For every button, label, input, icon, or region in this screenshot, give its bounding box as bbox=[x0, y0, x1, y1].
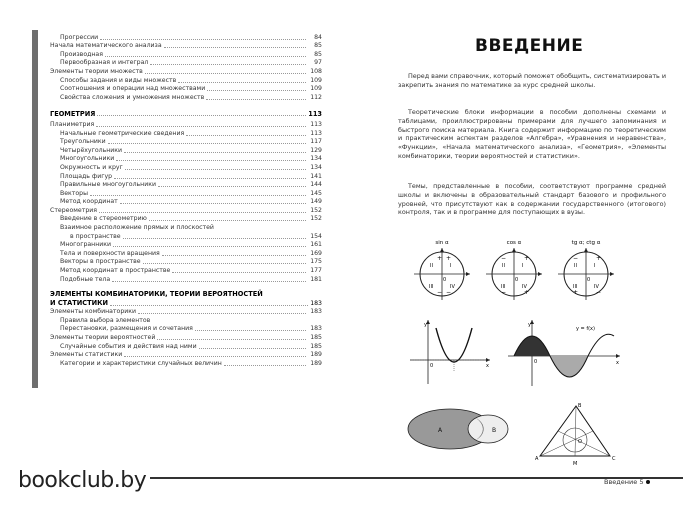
toc-row-page: 108 bbox=[310, 67, 322, 75]
toc-row-title: Введение в стереометрию bbox=[60, 215, 147, 223]
q-label: I bbox=[594, 263, 596, 269]
q-label: III bbox=[501, 284, 506, 290]
toc-leader-dots bbox=[207, 89, 306, 91]
toc-leader-dots bbox=[125, 168, 306, 170]
toc-row-page: 109 bbox=[310, 76, 322, 84]
toc-row-page: 152 bbox=[310, 206, 322, 214]
circle-label-sin: sin α bbox=[435, 240, 449, 246]
toc-row-page: 154 bbox=[310, 232, 322, 240]
origin-label: 0 bbox=[430, 363, 434, 369]
toc-row-page: 113 bbox=[310, 129, 322, 137]
toc-row-title: Окружность и круг bbox=[60, 163, 123, 171]
toc-row-page: 85 bbox=[314, 50, 322, 58]
origin-label: 0 bbox=[534, 359, 538, 365]
svg-text:+: + bbox=[573, 289, 579, 296]
toc-row-title: Взаимное расположение прямых и плоскостей bbox=[60, 224, 214, 232]
illustrations bbox=[380, 236, 700, 468]
intro-paragraph-1: Перед вами справочник, который поможет обобщить, систематизировать и закрепить знания по математике за курс средней школы. bbox=[398, 72, 666, 89]
toc-row-page: 183 bbox=[310, 299, 322, 307]
footer-page-info bbox=[604, 478, 650, 486]
toc-row-page: 134 bbox=[310, 163, 322, 171]
triangle-label: M bbox=[573, 461, 578, 467]
toc-row[interactable] bbox=[50, 241, 322, 250]
toc-row-title: Четырёхугольники bbox=[60, 146, 123, 154]
toc-row-title: Векторы в пространстве bbox=[60, 258, 141, 266]
toc-leader-dots bbox=[178, 81, 306, 83]
toc-leader-dots bbox=[124, 355, 306, 357]
toc-row[interactable] bbox=[50, 146, 322, 155]
unit-circle-sin bbox=[414, 240, 470, 300]
toc-row[interactable] bbox=[50, 120, 322, 129]
triangle-label: A bbox=[535, 456, 539, 462]
toc-row-page: 175 bbox=[310, 258, 322, 266]
axis-label-y: y bbox=[528, 322, 531, 328]
toc-row-page: 117 bbox=[310, 138, 322, 146]
toc-row-page: 169 bbox=[310, 249, 322, 257]
svg-text:+: + bbox=[524, 289, 530, 296]
toc-leader-dots bbox=[158, 185, 306, 187]
origin-label: 0 bbox=[443, 277, 447, 283]
toc-row[interactable] bbox=[50, 325, 322, 334]
toc-row-page: 183 bbox=[310, 308, 322, 316]
circle-label-cos: cos α bbox=[506, 240, 522, 246]
toc-row-page: 145 bbox=[310, 189, 322, 197]
toc-row-page: 189 bbox=[310, 351, 322, 359]
toc-row-page: 144 bbox=[310, 181, 322, 189]
toc-row-page: 177 bbox=[310, 267, 322, 275]
toc-row[interactable] bbox=[50, 138, 322, 147]
footer-bullet-icon bbox=[646, 480, 650, 484]
toc-leader-dots bbox=[164, 46, 306, 48]
left-page-side-bar bbox=[32, 30, 38, 388]
toc-row-title: в пространстве bbox=[70, 232, 121, 240]
toc-row[interactable] bbox=[50, 333, 322, 342]
q-label: III bbox=[429, 284, 434, 290]
toc-row[interactable] bbox=[50, 249, 322, 258]
toc-row-page: 84 bbox=[314, 33, 322, 41]
toc-leader-dots bbox=[150, 63, 306, 65]
page-heading: ВВЕДЕНИЕ bbox=[475, 36, 584, 56]
toc-row-title: Соотношения и операции над множествами bbox=[60, 85, 206, 93]
toc-leader-dots bbox=[224, 364, 306, 366]
toc-section-geometry[interactable] bbox=[50, 110, 322, 119]
toc-leader-dots bbox=[99, 211, 306, 213]
axis-label-y: y bbox=[424, 322, 427, 328]
toc-row-title: Многоугольники bbox=[60, 155, 115, 163]
intro-paragraph-3: Темы, представленные в пособии, соответствуют программе средней школы и включены в образовательный стандарт базового и профильного уровней, что присутствуют как в содержании государственного (итогового) контроля, так и в программе для поступающих в вузы. bbox=[398, 182, 666, 217]
toc-row[interactable] bbox=[50, 163, 322, 172]
toc-row[interactable] bbox=[50, 308, 322, 317]
footer-section-label: Введение bbox=[604, 478, 638, 486]
toc-row-title: Свойства сложения и умножения множеств bbox=[60, 93, 205, 101]
origin-label: 0 bbox=[587, 277, 591, 283]
toc-row[interactable] bbox=[50, 223, 322, 232]
q-label: III bbox=[573, 284, 578, 290]
toc-row-page: 181 bbox=[310, 275, 322, 283]
svg-text:+: + bbox=[437, 255, 443, 262]
axis-label-x: x bbox=[616, 360, 619, 366]
svg-text:−: − bbox=[573, 255, 579, 262]
toc-row-page: 112 bbox=[310, 93, 322, 101]
toc-row-title: Стереометрия bbox=[50, 206, 98, 214]
toc-row[interactable] bbox=[50, 33, 322, 42]
sine-area-graph bbox=[508, 320, 620, 386]
toc-leader-dots bbox=[172, 271, 306, 273]
toc-leader-dots bbox=[145, 72, 306, 74]
toc-row-title: Метод координат bbox=[60, 198, 118, 206]
toc-row[interactable] bbox=[50, 232, 322, 241]
toc-row[interactable] bbox=[50, 129, 322, 138]
toc-row-title: Правила выбора элементов bbox=[60, 316, 151, 324]
svg-text:−: − bbox=[501, 289, 507, 296]
toc-leader-dots bbox=[90, 194, 306, 196]
q-label: II bbox=[502, 263, 505, 269]
toc-leader-dots bbox=[112, 280, 306, 282]
parabola-graph bbox=[410, 320, 490, 384]
triangle-diagram bbox=[535, 403, 616, 467]
svg-text:+: + bbox=[596, 255, 602, 262]
toc-row[interactable] bbox=[50, 67, 322, 76]
toc-row-title: Прогрессии bbox=[60, 33, 99, 41]
q-label: IV bbox=[594, 284, 599, 290]
toc-row[interactable] bbox=[50, 215, 322, 224]
toc-row[interactable] bbox=[50, 342, 322, 351]
toc-row-page: 185 bbox=[310, 342, 322, 350]
triangle-label: B bbox=[578, 403, 582, 409]
toc-leader-dots bbox=[149, 219, 306, 221]
table-of-contents bbox=[50, 33, 322, 368]
toc-row-page: 129 bbox=[310, 146, 322, 154]
axis-label-x: x bbox=[486, 363, 489, 369]
svg-text:−: − bbox=[437, 289, 443, 296]
q-label: II bbox=[430, 263, 433, 269]
circle-label-tg: tg α; ctg α bbox=[571, 240, 601, 246]
q-label: II bbox=[574, 263, 577, 269]
footer-page-number: 5 bbox=[639, 478, 644, 486]
toc-row-page: 189 bbox=[310, 359, 322, 367]
site-logo: bookclub.by bbox=[18, 468, 150, 493]
toc-row[interactable] bbox=[50, 42, 322, 51]
toc-row-title: Начала математического анализа bbox=[50, 42, 162, 50]
toc-row-title: Начальные геометрические сведения bbox=[60, 129, 185, 137]
toc-row-title: Первообразная и интеграл bbox=[60, 59, 149, 67]
toc-row[interactable] bbox=[50, 351, 322, 360]
toc-leader-dots bbox=[110, 304, 308, 306]
toc-row[interactable] bbox=[50, 258, 322, 267]
triangle-label: O bbox=[578, 439, 582, 445]
toc-row-title: Элементы комбинаторики bbox=[50, 308, 137, 316]
toc-row[interactable] bbox=[50, 181, 322, 190]
toc-row-page: 161 bbox=[310, 241, 322, 249]
toc-leader-dots bbox=[206, 98, 306, 100]
toc-row-page: 183 bbox=[310, 325, 322, 333]
toc-leader-dots bbox=[97, 114, 306, 116]
toc-row[interactable] bbox=[50, 155, 322, 164]
origin-label: 0 bbox=[515, 277, 519, 283]
toc-row[interactable] bbox=[50, 76, 322, 85]
svg-text:+: + bbox=[524, 255, 530, 262]
svg-text:−: − bbox=[501, 255, 507, 262]
toc-row-title: Элементы теории множеств bbox=[50, 67, 143, 75]
toc-row[interactable] bbox=[50, 198, 322, 207]
q-label: I bbox=[522, 263, 524, 269]
toc-leader-dots bbox=[162, 254, 306, 256]
toc-leader-dots bbox=[157, 338, 306, 340]
venn-diagram bbox=[408, 409, 508, 449]
toc-row-page: 141 bbox=[310, 172, 322, 180]
toc-row-title: Подобные тела bbox=[60, 275, 111, 283]
toc-row[interactable] bbox=[50, 172, 322, 181]
triangle-label: C bbox=[612, 456, 616, 462]
toc-row-page: 113 bbox=[310, 120, 322, 128]
toc-row-title: Планиметрия bbox=[50, 120, 95, 128]
q-label: I bbox=[450, 263, 452, 269]
toc-row-title: Тела и поверхности вращения bbox=[60, 249, 160, 257]
toc-row-page: 85 bbox=[314, 42, 322, 50]
toc-row[interactable] bbox=[50, 316, 322, 325]
toc-row[interactable] bbox=[50, 206, 322, 215]
toc-row-page: 109 bbox=[310, 85, 322, 93]
q-label: IV bbox=[522, 284, 527, 290]
toc-row-title: Правильные многоугольники bbox=[60, 181, 157, 189]
venn-label-b: B bbox=[492, 427, 497, 434]
toc-leader-dots bbox=[186, 134, 306, 136]
toc-leader-dots bbox=[113, 245, 306, 247]
svg-text:−: − bbox=[446, 289, 452, 296]
toc-row[interactable] bbox=[50, 93, 322, 102]
toc-row[interactable] bbox=[50, 59, 322, 68]
toc-row-title: Способы задания и виды множеств bbox=[60, 76, 177, 84]
q-label: IV bbox=[450, 284, 455, 290]
toc-row-page: 152 bbox=[310, 215, 322, 223]
toc-leader-dots bbox=[120, 202, 306, 204]
toc-row-title: Многогранники bbox=[60, 241, 112, 249]
unit-circle-tg bbox=[558, 240, 614, 300]
toc-row-title: Элементы теории вероятностей bbox=[50, 334, 156, 341]
toc-section-title: ЭЛЕМЕНТЫ КОМБИНАТОРИКИ, ТЕОРИИ ВЕРОЯТНОСТЕЙ bbox=[50, 289, 263, 298]
toc-leader-dots bbox=[199, 347, 306, 349]
toc-row-page: 149 bbox=[310, 198, 322, 206]
function-label: y = f(x) bbox=[576, 326, 595, 332]
toc-row-title: Перестановки, размещения и сочетания bbox=[60, 325, 193, 333]
toc-row-title: Метод координат в пространстве bbox=[60, 267, 171, 275]
toc-row-page: 134 bbox=[310, 155, 322, 163]
toc-row[interactable] bbox=[50, 50, 322, 59]
toc-row-title: Случайные события и действия над ними bbox=[60, 342, 197, 350]
toc-leader-dots bbox=[105, 55, 306, 57]
toc-leader-dots bbox=[138, 312, 306, 314]
toc-row-title: Треугольники bbox=[60, 138, 106, 146]
toc-leader-dots bbox=[195, 329, 306, 331]
toc-leader-dots bbox=[124, 151, 306, 153]
toc-leader-dots bbox=[114, 177, 306, 179]
svg-text:+: + bbox=[446, 255, 452, 262]
toc-row-page: 113 bbox=[308, 110, 322, 119]
toc-row-title: Категории и характеристики случайных величин bbox=[60, 359, 222, 367]
toc-section-title: ГЕОМЕТРИЯ bbox=[50, 110, 96, 119]
venn-label-a: A bbox=[438, 427, 443, 434]
toc-row[interactable] bbox=[50, 85, 322, 94]
toc-row[interactable] bbox=[50, 359, 322, 368]
toc-section-title-cont: И СТАТИСТИКИ bbox=[50, 298, 109, 307]
toc-row-title: Векторы bbox=[60, 189, 88, 197]
toc-row-title: Площадь фигур bbox=[60, 172, 113, 180]
toc-leader-dots bbox=[100, 38, 306, 40]
toc-row[interactable] bbox=[50, 189, 322, 198]
toc-row-title: Элементы статистики bbox=[50, 351, 123, 359]
unit-circle-cos bbox=[486, 240, 542, 300]
toc-leader-dots bbox=[96, 125, 306, 127]
svg-text:−: − bbox=[596, 289, 602, 296]
intro-paragraph-2: Теоретические блоки информации в пособии дополнены схемами и таблицами, проиллюстрированы примерами для лучшего запоминания и быстрого поиска материала. Книга содержит информацию по теоретическим и практическим аспектам разделов «Алгебра», «Уравнения и неравенства», «Функции», «Начала математического анализа», «Геометрия», «Элементы комбинаторики, теории вероятностей и статистики». bbox=[398, 108, 666, 160]
toc-leader-dots bbox=[123, 237, 306, 239]
toc-row-page: 185 bbox=[310, 334, 322, 341]
toc-section-combinatorics[interactable] bbox=[50, 290, 322, 308]
toc-leader-dots bbox=[108, 142, 306, 144]
toc-row[interactable] bbox=[50, 266, 322, 275]
toc-row[interactable] bbox=[50, 275, 322, 284]
toc-row-page: 97 bbox=[314, 59, 322, 67]
toc-leader-dots bbox=[143, 262, 306, 264]
toc-row-title: Производная bbox=[60, 50, 103, 58]
toc-leader-dots bbox=[116, 159, 306, 161]
